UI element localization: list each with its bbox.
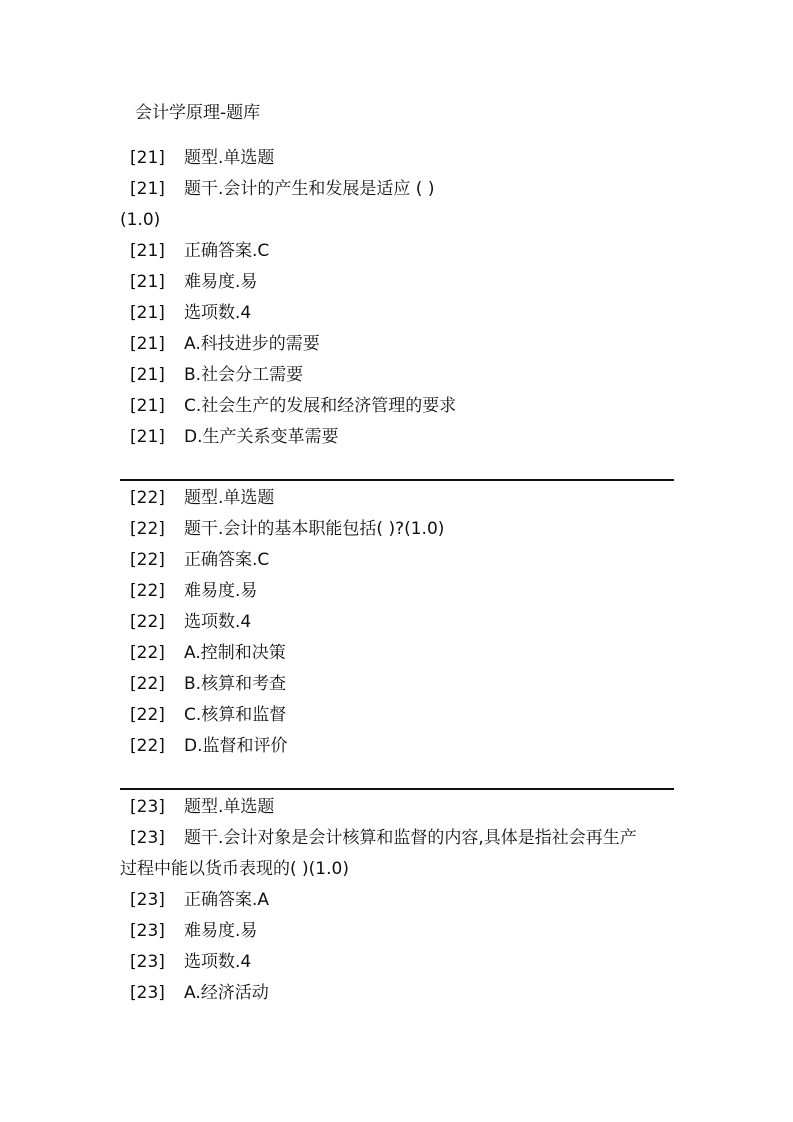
option-b: B.核算和考查 bbox=[184, 674, 287, 694]
question-number: [22] bbox=[130, 736, 165, 756]
question-answer-line bbox=[120, 548, 680, 579]
question-number: [21] bbox=[130, 303, 165, 323]
option-d: D.生产关系变革需要 bbox=[184, 427, 339, 447]
option-c: C.社会生产的发展和经济管理的要求 bbox=[184, 396, 457, 416]
question-stem-continuation: (1.0) bbox=[120, 210, 161, 230]
question-type-line bbox=[120, 486, 680, 517]
question-22 bbox=[120, 486, 680, 765]
question-separator bbox=[120, 788, 674, 790]
question-stem-continuation: 过程中能以货币表现的( )(1.0) bbox=[120, 859, 349, 879]
option-line bbox=[120, 981, 680, 1012]
question-number: [21] bbox=[130, 148, 165, 168]
option-line bbox=[120, 734, 680, 765]
question-stem-line bbox=[120, 177, 680, 208]
option-d: D.监督和评价 bbox=[184, 736, 288, 756]
option-line bbox=[120, 425, 680, 456]
question-type-line bbox=[120, 795, 680, 826]
question-number: [23] bbox=[130, 828, 165, 848]
question-number: [21] bbox=[130, 334, 165, 354]
question-number: [23] bbox=[130, 952, 165, 972]
option-b: B.社会分工需要 bbox=[184, 365, 304, 385]
question-answer: 正确答案.C bbox=[184, 550, 270, 570]
question-difficulty: 难易度.易 bbox=[184, 921, 258, 941]
question-number: [22] bbox=[130, 612, 165, 632]
question-number: [22] bbox=[130, 643, 165, 663]
question-option-count-line bbox=[120, 610, 680, 641]
question-number: [23] bbox=[130, 921, 165, 941]
option-line bbox=[120, 672, 680, 703]
option-line bbox=[120, 394, 680, 425]
question-separator bbox=[120, 479, 674, 481]
question-number: [23] bbox=[130, 797, 165, 817]
question-type: 题型.单选题 bbox=[184, 148, 275, 168]
question-number: [22] bbox=[130, 488, 165, 508]
question-answer: 正确答案.A bbox=[184, 890, 270, 910]
question-option-count: 选项数.4 bbox=[184, 612, 252, 632]
document-title: 会计学原理-题库 bbox=[135, 103, 261, 123]
question-difficulty-line bbox=[120, 270, 680, 301]
question-answer-line bbox=[120, 239, 680, 270]
option-a: A.科技进步的需要 bbox=[184, 334, 320, 354]
question-type-line bbox=[120, 146, 680, 177]
question-answer-line bbox=[120, 888, 680, 919]
option-line bbox=[120, 332, 680, 363]
question-difficulty: 难易度.易 bbox=[184, 581, 258, 601]
question-number: [21] bbox=[130, 396, 165, 416]
question-21 bbox=[120, 146, 680, 456]
question-answer: 正确答案.C bbox=[184, 241, 270, 261]
question-option-count-line bbox=[120, 301, 680, 332]
option-a: A.控制和决策 bbox=[184, 643, 286, 663]
question-number: [21] bbox=[130, 365, 165, 385]
question-stem: 题干.会计的产生和发展是适应 ( ) bbox=[184, 179, 435, 199]
question-option-count-line bbox=[120, 950, 680, 981]
question-number: [22] bbox=[130, 581, 165, 601]
option-line bbox=[120, 703, 680, 734]
question-number: [23] bbox=[130, 983, 165, 1003]
option-line bbox=[120, 641, 680, 672]
question-number: [22] bbox=[130, 705, 165, 725]
question-23 bbox=[120, 795, 680, 1012]
question-number: [21] bbox=[130, 427, 165, 447]
question-type: 题型.单选题 bbox=[184, 488, 275, 508]
question-number: [22] bbox=[130, 674, 165, 694]
question-difficulty: 难易度.易 bbox=[184, 272, 258, 292]
question-number: [21] bbox=[130, 241, 165, 261]
question-stem-line bbox=[120, 517, 680, 548]
question-stem: 题干.会计的基本职能包括( )?(1.0) bbox=[184, 519, 445, 539]
option-line bbox=[120, 363, 680, 394]
question-difficulty-line bbox=[120, 919, 680, 950]
question-option-count: 选项数.4 bbox=[184, 952, 252, 972]
option-c: C.核算和监督 bbox=[184, 705, 287, 725]
question-number: [21] bbox=[130, 272, 165, 292]
question-option-count: 选项数.4 bbox=[184, 303, 252, 323]
question-difficulty-line bbox=[120, 579, 680, 610]
question-stem-line bbox=[120, 826, 680, 857]
question-stem: 题干.会计对象是会计核算和监督的内容,具体是指社会再生产 bbox=[184, 828, 637, 848]
question-number: [23] bbox=[130, 890, 165, 910]
question-type: 题型.单选题 bbox=[184, 797, 275, 817]
option-a: A.经济活动 bbox=[184, 983, 269, 1003]
question-number: [22] bbox=[130, 519, 165, 539]
question-number: [21] bbox=[130, 179, 165, 199]
question-number: [22] bbox=[130, 550, 165, 570]
